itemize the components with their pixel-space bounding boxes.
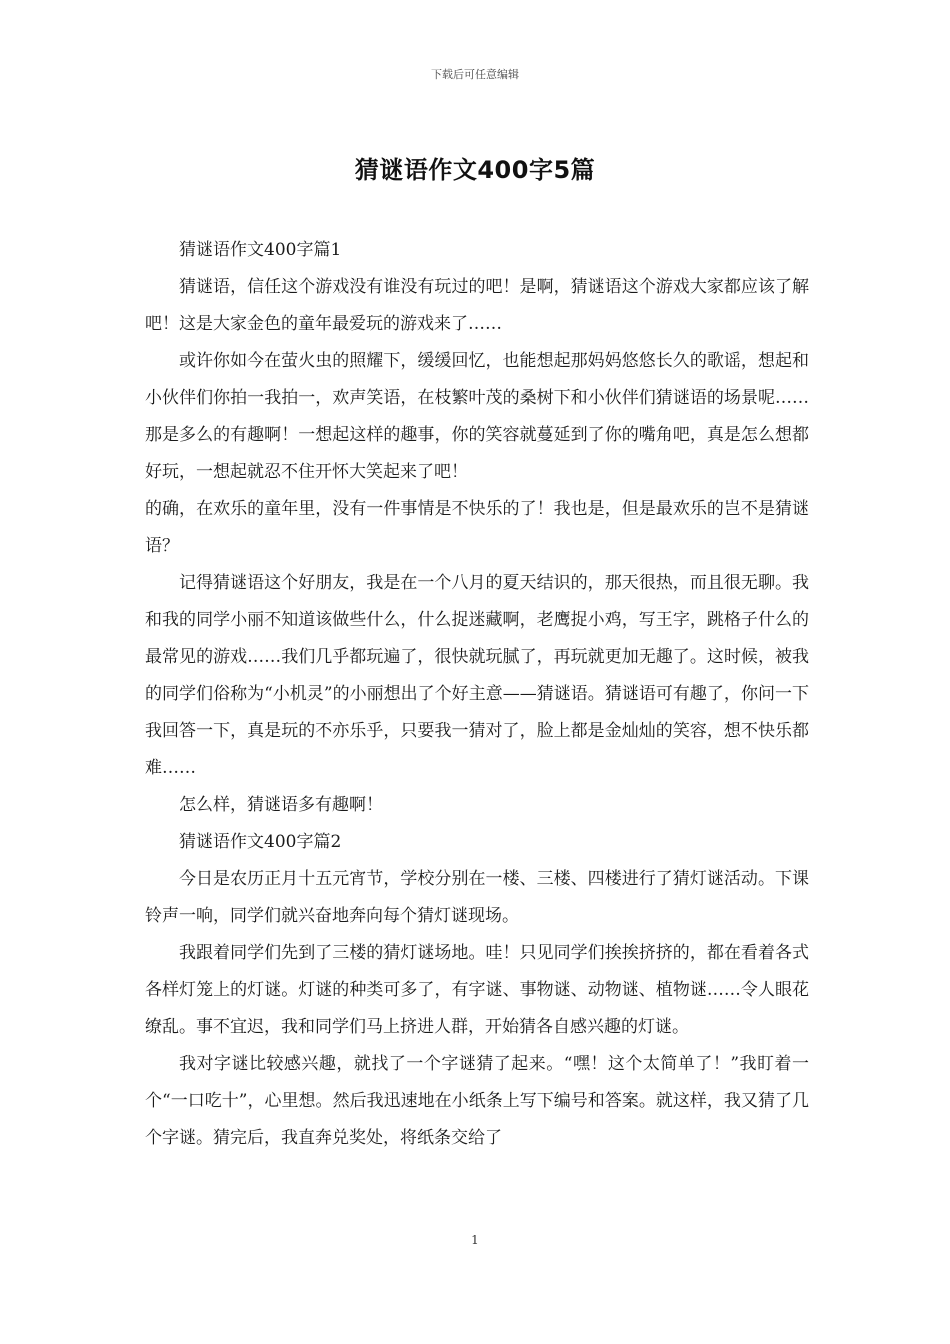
paragraph: 怎么样，猜谜语多有趣啊！ [179,795,383,815]
section-heading-2: 猜谜语作文400字篇2 [179,832,342,852]
paragraph: 记得猜谜语这个好朋友，我是在一个八月的夏天结识的，那天很热，而且很无聊。我和我的同学小丽不知道该做些什么，什么捉迷藏啊，老鹰捉小鸡，写王字，跳格子什么的最常见的游戏……我们几乎都玩遍了，很快就玩腻了，再玩就更加无趣了。这时候，被我的同学们俗称为“小机灵”的小丽想出了个好主意——猜谜语。猜谜语可有趣了，你问一下我回答一下，真是玩的不亦乐乎，只要我一猜对了，脸上都是金灿灿的笑容，想不快乐都难…… [145,573,809,778]
paragraph: 我对字谜比较感兴趣，就找了一个字谜猜了起来。“嘿！这个太简单了！”我盯着一个“一口吃十”，心里想。然后我迅速地在小纸条上写下编号和答案。就这样，我又猜了几个字谜。猜完后，我直奔兑奖处，将纸条交给了 [145,1054,809,1148]
document-title: 猜谜语作文400字5篇 [354,156,596,184]
section-heading-1: 猜谜语作文400字篇1 [179,240,342,260]
paragraph: 我跟着同学们先到了三楼的猜灯谜场地。哇！只见同学们挨挨挤挤的，都在看着各式各样灯笼上的灯谜。灯谜的种类可多了，有字谜、事物谜、动物谜、植物谜……令人眼花缭乱。事不宜迟，我和同学们马上挤进人群，开始猜各自感兴趣的灯谜。 [145,943,809,1037]
page-header-note: 下载后可任意编辑 [431,68,519,81]
paragraph: 猜谜语，信任这个游戏没有谁没有玩过的吧！是啊，猜谜语这个游戏大家都应该了解吧！这是大家金色的童年最爱玩的游戏来了…… [145,277,809,334]
document-body [145,232,809,1157]
paragraph: 今日是农历正月十五元宵节，学校分别在一楼、三楼、四楼进行了猜灯谜活动。下课铃声一响，同学们就兴奋地奔向每个猜灯谜现场。 [145,869,809,926]
paragraph: 或许你如今在萤火虫的照耀下，缓缓回忆，也能想起那妈妈悠悠长久的歌谣，想起和小伙伴们你拍一我拍一，欢声笑语，在枝繁叶茂的桑树下和小伙伴们猜谜语的场景呢……那是多么的有趣啊！一想起这样的趣事，你的笑容就蔓延到了你的嘴角吧，真是怎么想都好玩，一想起就忍不住开怀大笑起来了吧！ [145,351,809,482]
page-number: 1 [471,1233,479,1247]
paragraph: 的确，在欢乐的童年里，没有一件事情是不快乐的了！我也是，但是最欢乐的岂不是猜谜语？ [145,499,809,556]
